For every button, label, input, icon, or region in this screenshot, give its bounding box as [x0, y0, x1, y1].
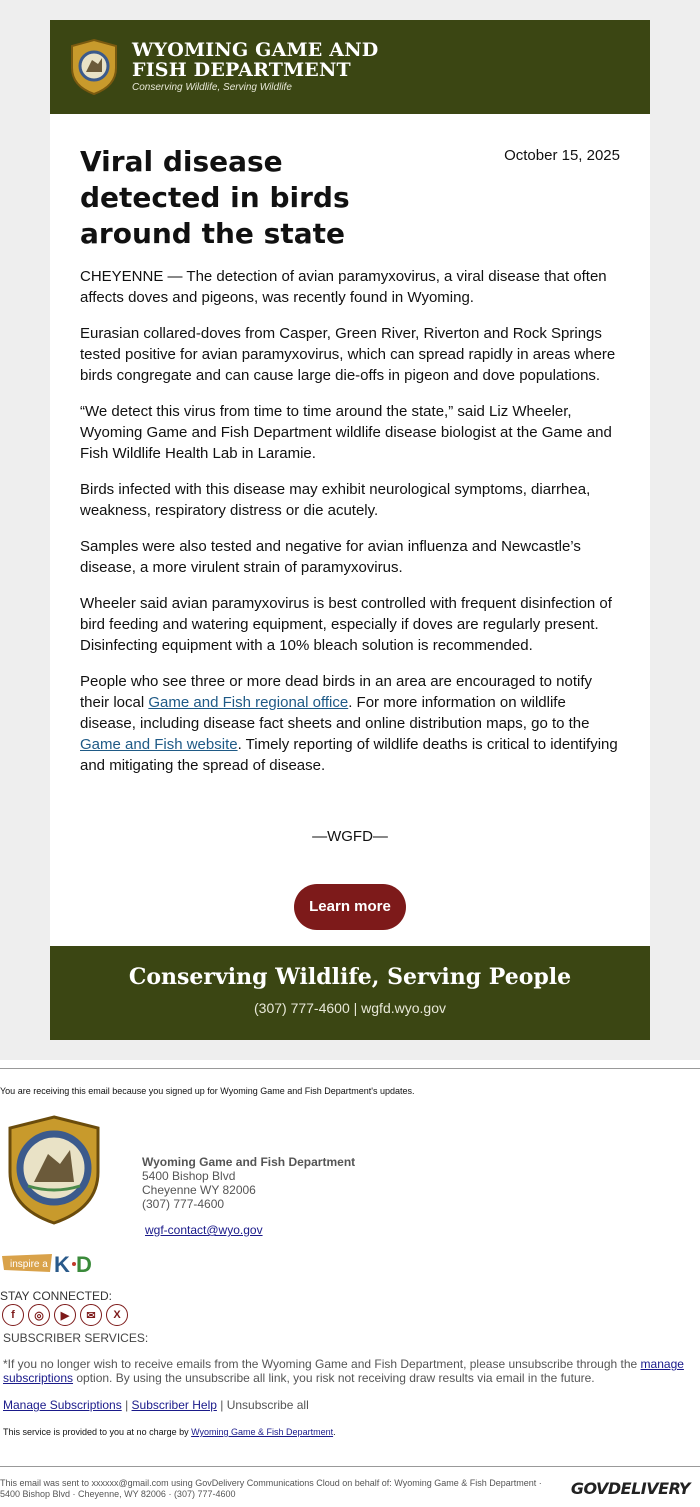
separator: |	[121, 1398, 132, 1412]
manage-subscriptions-inline-link[interactable]: manage subscriptions	[3, 1357, 684, 1385]
inspire-text: inspire a	[10, 1259, 48, 1270]
learn-more-button[interactable]: Learn more	[294, 884, 406, 930]
org-address-phone: (307) 777-4600	[142, 1197, 225, 1211]
org-address-city: Cheyenne WY 82006	[142, 1183, 256, 1197]
separator: |	[216, 1398, 227, 1412]
paragraph: Eurasian collared-doves from Casper, Green River, Riverton and Rock Springs tested positive for avian paramyxovirus, which can spread rapidly in areas where birds congregate and can cause large die-offs in pigeon and dove populations.	[80, 325, 616, 384]
org-name-line1: WYOMING GAME AND	[132, 39, 379, 61]
manage-subscriptions-link[interactable]: Manage Subscriptions	[3, 1398, 122, 1412]
unsubscribe-notice	[3, 1357, 693, 1385]
gf-website-link[interactable]: Game and Fish website	[80, 736, 238, 753]
header-tagline: Conserving Wildlife, Serving Wildlife	[132, 82, 292, 93]
email-icon[interactable]: ✉	[80, 1304, 102, 1326]
x-icon[interactable]: X	[106, 1304, 128, 1326]
paragraph	[80, 671, 625, 776]
wgfd-link[interactable]: Wyoming Game & Fish Department	[191, 1427, 334, 1437]
signoff: —WGFD—	[312, 828, 388, 845]
facebook-icon[interactable]: f	[2, 1304, 24, 1326]
paragraph: Birds infected with this disease may exhibit neurological symptoms, diarrhea, weakness, respiratory distress or die acutely.	[80, 481, 591, 519]
svg-text:D: D	[76, 1252, 92, 1277]
paragraph-text: . Timely reporting of wildlife deaths is critical to identifying and mitigating the spread of disease.	[80, 736, 618, 774]
paragraph-text: People who see three or more dead birds in an area are encouraged to notify their local	[80, 673, 592, 711]
org-name	[132, 40, 378, 80]
regional-office-link[interactable]: Game and Fish regional office	[148, 694, 349, 711]
footer-contact: (307) 777-4600 | wgfd.wyo.gov	[254, 1000, 446, 1016]
unsub-text: option. By using the unsubscribe all link, you risk not receiving draw results via email in the future.	[73, 1371, 595, 1385]
footer-slogan: Conserving Wildlife, Serving People	[128, 964, 572, 990]
paragraph-text: . For more information on wildlife disease, including disease fact sheets and online distribution maps, go to the	[80, 694, 590, 732]
unsub-text: *If you no longer wish to receive emails from the Wyoming Game and Fish Department, please unsubscribe through the	[3, 1357, 641, 1371]
publish-date: October 15, 2025	[504, 147, 620, 164]
receiving-notice: You are receiving this email because you signed up for Wyoming Game and Fish Department's updates.	[0, 1086, 415, 1096]
subscription-links	[3, 1398, 309, 1412]
subscriber-help-link[interactable]: Subscriber Help	[131, 1398, 217, 1412]
svg-text:K: K	[54, 1252, 70, 1277]
headline: Viral disease detected in birds around the state	[80, 145, 350, 250]
contact-email-link[interactable]: wgf-contact@wyo.gov	[145, 1223, 263, 1237]
org-name-line2: FISH DEPARTMENT	[132, 59, 351, 81]
header-banner	[50, 20, 650, 114]
sent-notice: This email was sent to xxxxxx@gmail.com using GovDelivery Communications Cloud on behalf of: Wyoming Game & Fish Department · 5400 Bishop Blvd · Cheyenne, WY 82006 · (307) 777-4600	[0, 1478, 542, 1499]
unsubscribe-all-link[interactable]: Unsubscribe all	[226, 1398, 309, 1412]
org-address-name: Wyoming Game and Fish Department	[142, 1155, 356, 1169]
footer-banner	[50, 946, 650, 1040]
govdelivery-logo[interactable]: GOVDELIVERY	[570, 1479, 690, 1498]
article-body	[50, 114, 650, 946]
service-notice	[3, 1427, 336, 1437]
article-text	[80, 266, 625, 791]
instagram-icon[interactable]: ◎	[28, 1304, 50, 1326]
paragraph: “We detect this virus from time to time around the state,” said Liz Wheeler, Wyoming Game and Fish Department wildlife disease biologist at the Game and Fish Wildlife Health Lab in Laramie.	[80, 403, 612, 462]
paragraph: CHEYENNE — The detection of avian paramyxovirus, a viral disease that often affects doves and pigeons, was recently found in Wyoming.	[80, 268, 607, 306]
inspire-a-kid-logo[interactable]	[2, 1246, 100, 1278]
wgfd-seal-large-icon	[4, 1114, 104, 1226]
subscriber-services-label: SUBSCRIBER SERVICES:	[3, 1331, 149, 1345]
paragraph: Wheeler said avian paramyxovirus is best controlled with frequent disinfection of bird feeding and watering equipment, especially if doves are regularly present. Disinfecting equipment with a 10% bleach solution is recommended.	[80, 595, 612, 654]
service-text: This service is provided to you at no charge by	[3, 1427, 192, 1437]
youtube-icon[interactable]: ▶	[54, 1304, 76, 1326]
divider	[0, 1068, 700, 1069]
social-links	[2, 1304, 128, 1326]
service-text: .	[333, 1427, 336, 1437]
stay-connected-label: STAY CONNECTED:	[0, 1289, 113, 1303]
org-address-street: 5400 Bishop Blvd	[142, 1169, 236, 1183]
wgfd-seal-icon	[68, 38, 120, 96]
org-address	[142, 1155, 355, 1211]
divider	[0, 1466, 700, 1467]
paragraph: Samples were also tested and negative for avian influenza and Newcastle’s disease, a more virulent strain of paramyxovirus.	[80, 538, 581, 576]
